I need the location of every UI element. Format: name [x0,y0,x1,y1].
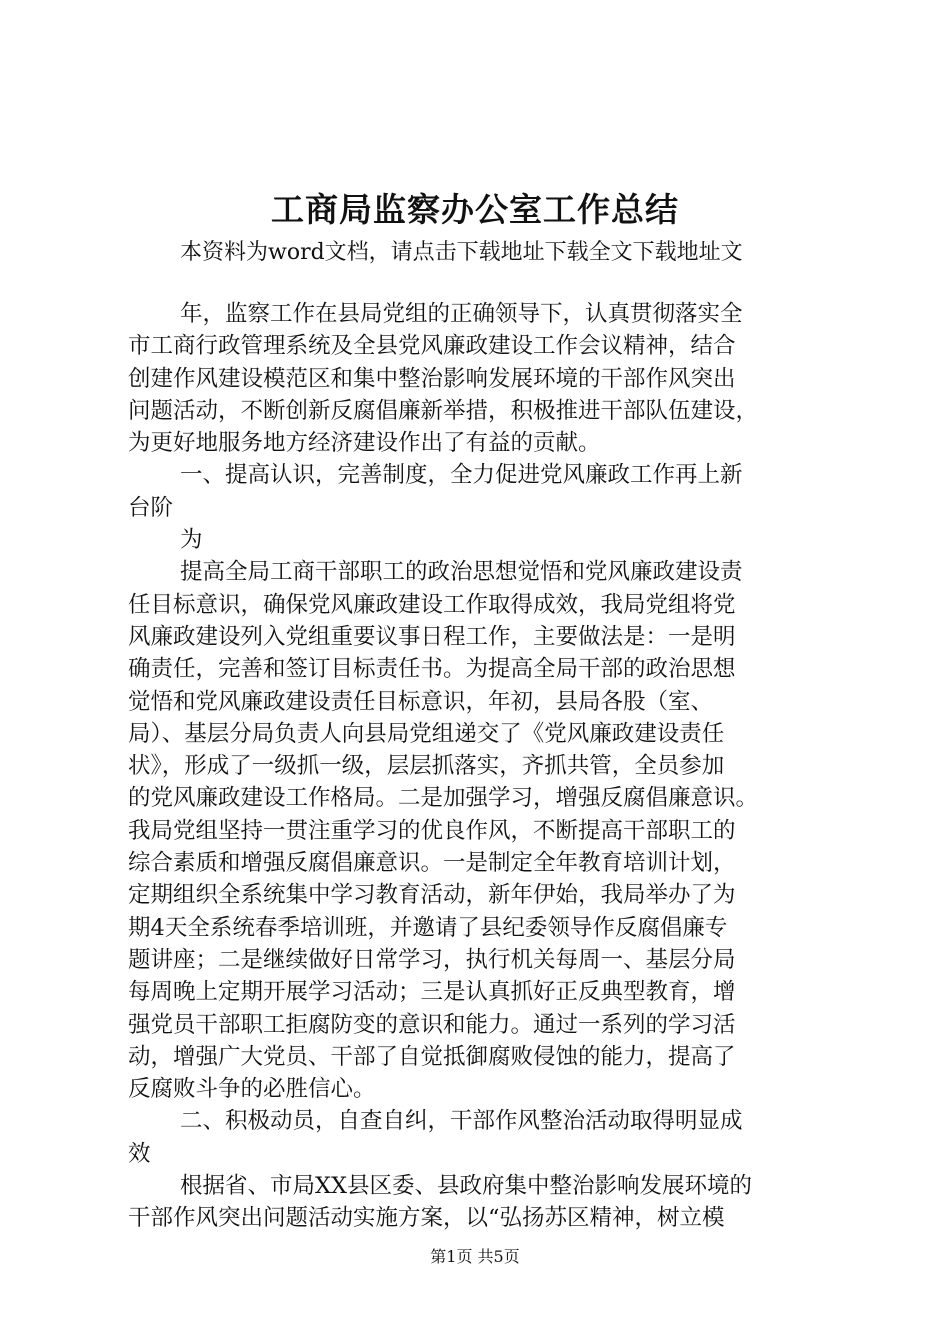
section-heading-line: 效 [128,1140,151,1167]
body-line: 为更好地服务地方经济建设作出了有益的贡献。 [128,430,601,457]
body-line: 我局党组坚持一贯注重学习的优良作风，不断提高干部职工的 [128,817,736,844]
document-title: 工商局监察办公室工作总结 [271,190,679,229]
body-line: 动，增强广大党员、干部了自觉抵御腐败侵蚀的能力，提高了 [128,1043,736,1070]
body-line: 期4天全系统春季培训班，并邀请了县纪委领导作反腐倡廉专 [128,914,728,941]
body-line: 的党风廉政建设工作格局。二是加强学习，增强反腐倡廉意识。 [128,785,759,812]
document-subtitle: 本资料为word文档，请点击下载地址下载全文下载地址文 [180,240,743,265]
body-line: 综合素质和增强反腐倡廉意识。一是制定全年教育培训计划， [128,850,736,877]
body-line: 提高全局工商干部职工的政治思想觉悟和党风廉政建设责 [180,559,743,586]
document-body [128,298,828,1235]
section-heading-line: 二、积极动员，自查自纠，干部作风整治活动取得明显成 [180,1108,743,1135]
body-line: 强党员干部职工拒腐防变的意识和能力。通过一系列的学习活 [128,1011,736,1038]
body-line: 根据省、市局XX县区委、县政府集中整治影响发展环境的 [180,1173,753,1200]
body-line: 反腐败斗争的必胜信心。 [128,1076,376,1103]
page-number-footer: 第1页 共5页 [430,1247,520,1266]
body-line: 创建作风建设模范区和集中整治影响发展环境的干部作风突出 [128,365,736,392]
body-line: 年，监察工作在县局党组的正确领导下，认真贯彻落实全 [180,301,743,327]
body-line: 每周晚上定期开展学习活动；三是认真抓好正反典型教育，增 [128,979,736,1006]
section-heading-line: 台阶 [128,494,174,521]
body-line: 干部作风突出问题活动实施方案，以“弘扬苏区精神，树立模 [128,1205,725,1232]
body-line: 风廉政建设列入党组重要议事日程工作，主要做法是：一是明 [128,623,736,650]
section-heading-line: 一、提高认识，完善制度，全力促进党风廉政工作再上新 [180,462,743,489]
body-line: 市工商行政管理系统及全县党风廉政建设工作会议精神，结合 [128,333,736,360]
body-line: 确责任，完善和签订目标责任书。为提高全局干部的政治思想 [128,656,736,683]
body-line: 题讲座；二是继续做好日常学习，执行机关每周一、基层分局 [128,946,736,973]
body-line: 状》，形成了一级抓一级，层层抓落实，齐抓共管，全员参加 [128,753,725,780]
body-line: 为 [180,527,203,554]
body-line: 觉悟和党风廉政建设责任目标意识，年初，县局各股（室、 [128,688,714,715]
body-line: 定期组织全系统集中学习教育活动，新年伊始，我局举办了为 [128,882,736,909]
body-line: 问题活动，不断创新反腐倡廉新举措，积极推进干部队伍建设， [128,397,759,424]
body-line: 任目标意识，确保党风廉政建设工作取得成效，我局党组将党 [128,591,736,618]
body-line: 局）、基层分局负责人向县局党组递交了《党风廉政建设责任 [128,720,725,747]
